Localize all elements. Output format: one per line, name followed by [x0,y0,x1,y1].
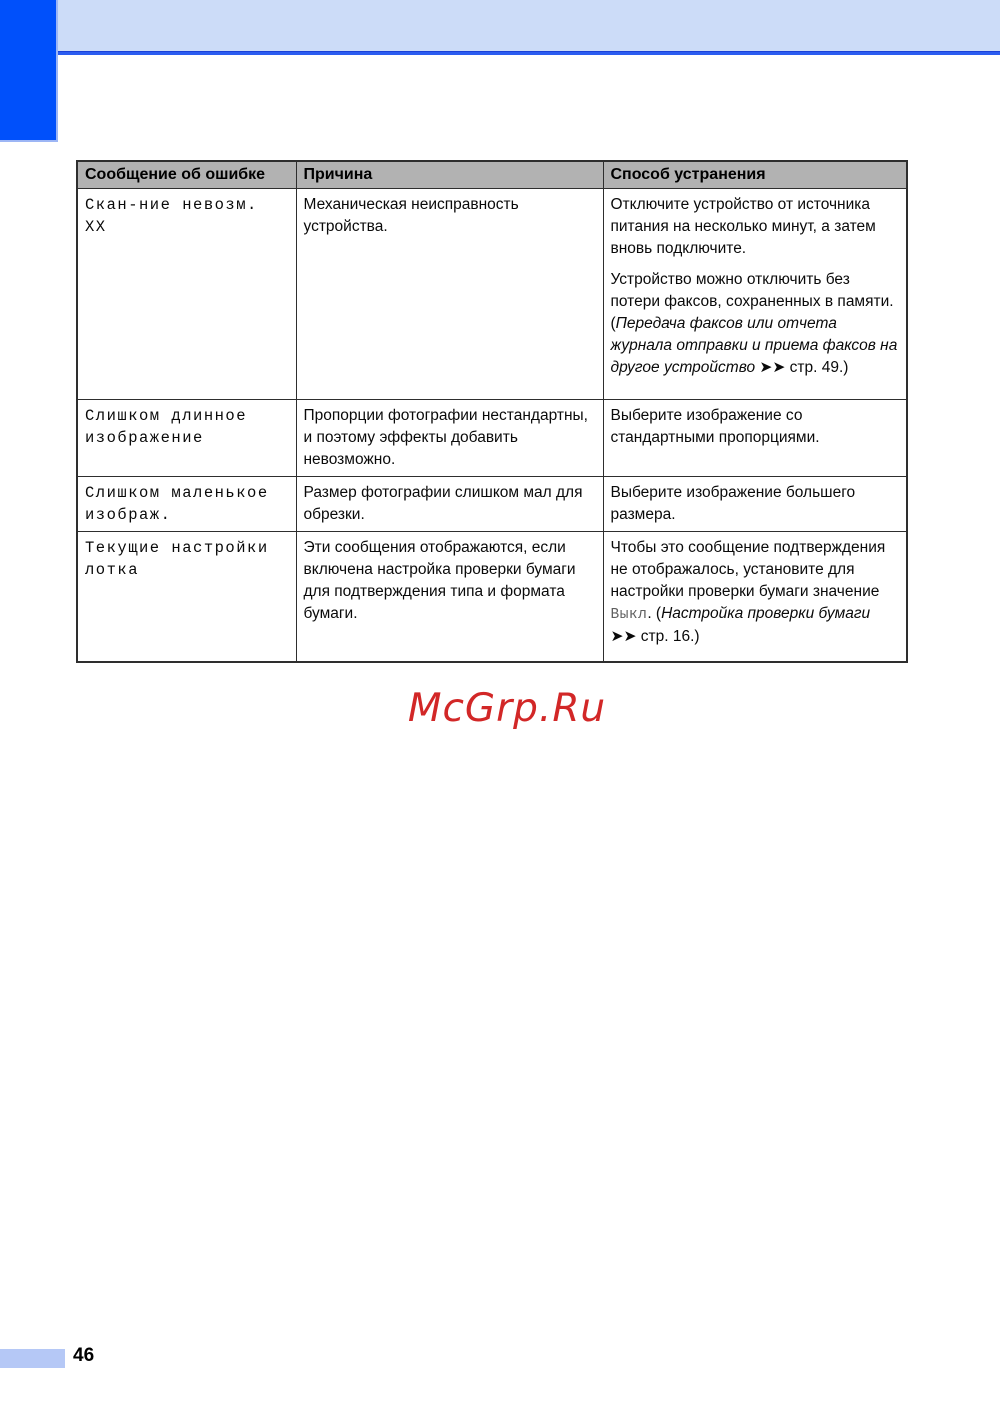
cell-error-message: Текущие настройки лотка [77,531,296,662]
cell-solution [603,531,907,662]
cell-solution [603,188,907,399]
cell-error-message: Слишком маленькое изображ. [77,476,296,531]
column-header-solution: Способ устранения [603,161,907,188]
cell-cause: Эти сообщения отображаются, если включена настройка проверки бумаги для подтверждения типа и формата бумаги. [296,531,603,662]
text-segment-mono: Выкл [610,606,648,623]
header-rule-line [58,51,1000,55]
text-segment: ➤➤ стр. 49.) [755,358,849,376]
error-message-table [76,160,908,663]
cell-solution: Выберите изображение большего размера. [603,476,907,531]
footer-accent-bar [0,1349,65,1368]
solution-paragraph: Отключите устройство от источника питания на несколько минут, а затем вновь подключите. [610,195,876,257]
column-header-error-message: Сообщение об ошибке [77,161,296,188]
table-row [77,188,907,399]
header-band [58,0,1000,51]
page-number: 46 [73,1345,95,1366]
cell-cause: Механическая неисправность устройства. [296,188,603,399]
table-header-row [77,161,907,188]
watermark-text: McGrp.Ru [407,686,607,731]
cell-solution: Выберите изображение со стандартными пропорциями. [603,399,907,476]
text-segment-italic: Настройка проверки бумаги [661,604,871,622]
cell-cause: Пропорции фотографии нестандартны, и поэтому эффекты добавить невозможно. [296,399,603,476]
table-row [77,531,907,662]
text-segment: . ( [647,604,662,622]
solution-paragraph [611,537,899,648]
cell-cause: Размер фотографии слишком мал для обрезки. [296,476,603,531]
header-blue-tab [0,0,58,142]
text-segment: Чтобы это сообщение подтверждения не отображалось, установите для настройки проверки бумаги значение [610,538,886,600]
table-row [77,399,907,476]
text-segment: Устройство можно отключить без потери факсов, сохраненных в памяти. ( [610,270,894,332]
cell-error-message: Слишком длинное изображение [77,399,296,476]
column-header-cause: Причина [296,161,603,188]
solution-paragraph [611,269,899,379]
cell-error-message: Скан-ние невозм. XX [77,188,296,399]
text-segment-italic: Передача факсов или отчета журнала отправки и приема факсов на другое устройство [610,314,898,376]
table-row [77,476,907,531]
text-segment: ➤➤ стр. 16.) [610,627,700,645]
